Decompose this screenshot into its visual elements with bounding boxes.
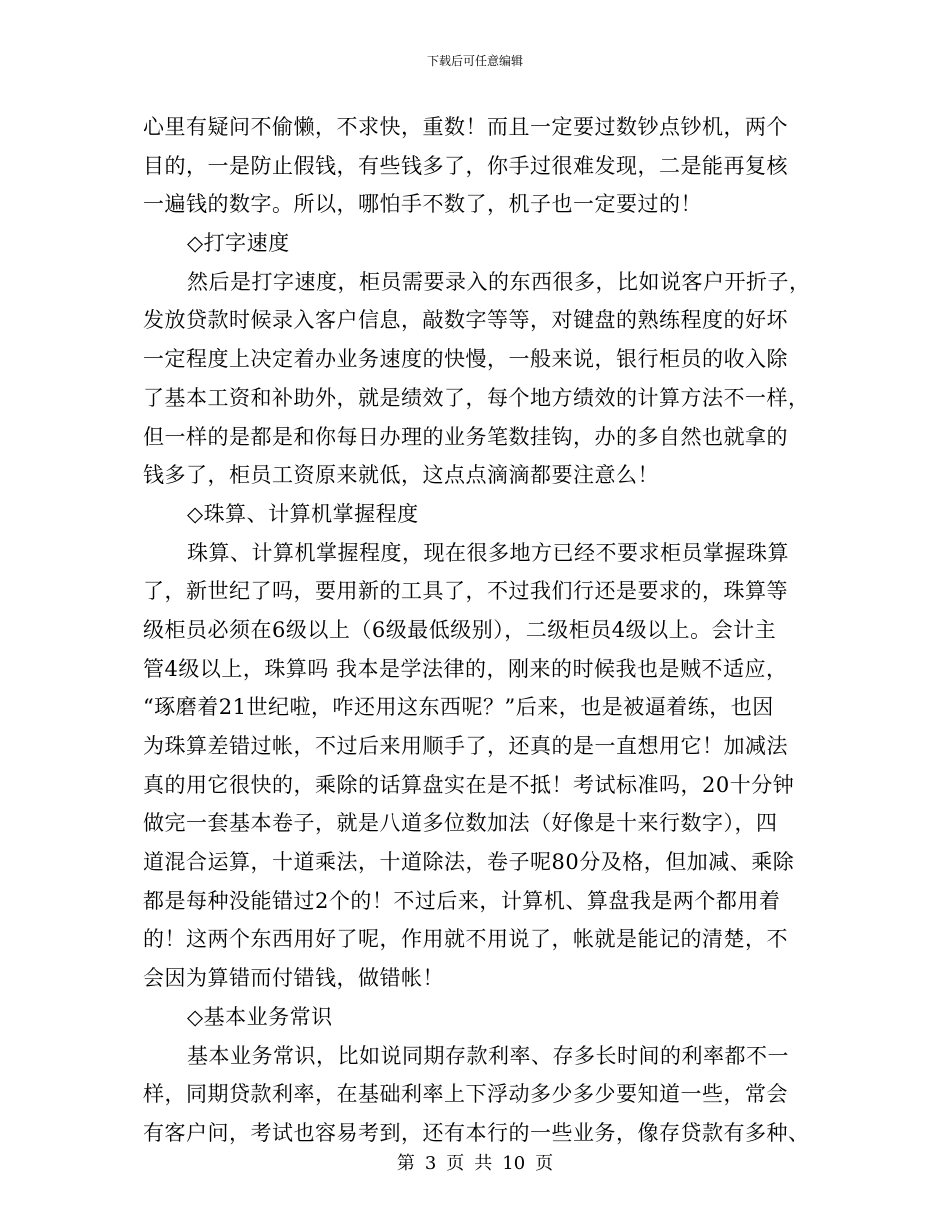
footer-ye-2: 页 (535, 1153, 554, 1174)
text-line: 钱多了，柜员工资原来就低，这点点滴滴都要注意么！ (143, 463, 659, 488)
text-line: 有客户问，考试也容易考到，还有本行的一些业务，像存贷款有多种、 (143, 1120, 810, 1145)
section-heading: ◇珠算、计算机掌握程度 (187, 501, 419, 526)
text-line: 的！这两个东西用好了呢，作用就不用说了，帐就是能记的清楚，不 (143, 927, 788, 952)
text-line: 级柜员必须在6级以上（6级最低级别），二级柜员4级以上。会计主 (143, 617, 777, 642)
text-line: 心里有疑问不偷懒，不求快，重数！而且一定要过数钞点钞机，两个 (143, 115, 788, 139)
text-line: 一遍钱的数字。所以，哪怕手不数了，机子也一定要过的！ (143, 192, 702, 217)
text-line: 样，同期贷款利率，在基础利率上下浮动多少多少要知道一些，常会 (143, 1082, 788, 1107)
text-line: 了基本工资和补助外，就是绩效了，每个地方绩效的计算方法不一样， (143, 385, 810, 410)
page-header: 下载后可任意编辑 (426, 54, 523, 68)
text-line: 管4级以上，珠算吗 我本是学法律的，刚来的时候我也是贼不适应， (143, 656, 788, 681)
text-line: 真的用它很快的，乘除的话算盘实在是不抵！考试标准吗，20十分钟 (143, 772, 795, 797)
text-line: 但一样的是都是和你每日办理的业务笔数挂钩，办的多自然也就拿的 (143, 424, 788, 449)
page-footer (0, 1152, 950, 1176)
total-pages: 10 (502, 1153, 526, 1174)
text-line: 发放贷款时候录入客户信息，敲数字等等，对键盘的熟练程度的好坏 (143, 308, 788, 333)
text-line: 一定程度上决定着办业务速度的快慢，一般来说，银行柜员的收入除 (143, 347, 788, 372)
document-body (143, 108, 811, 1153)
section-heading: ◇打字速度 (187, 231, 290, 256)
text-line: 会因为算错而付错钱，做错帐！ (143, 966, 444, 991)
text-line: 为珠算差错过帐，不过后来用顺手了，还真的是一直想用它！加减法 (143, 734, 788, 758)
text-line: 了，新世纪了吗，要用新的工具了，不过我们行还是要求的，珠算等 (143, 579, 788, 604)
text-line: 然后是打字速度，柜员需要录入的东西很多，比如说客户开折子， (187, 269, 811, 294)
text-line: 道混合运算，十道乘法，十道除法，卷子呢80分及格，但加减、乘除 (143, 850, 795, 875)
page-number: 3 (424, 1153, 437, 1174)
text-line: “琢磨着21世纪啦，咋还用这东西呢？”后来，也是被逼着练，也因 (143, 695, 774, 720)
text-line: 都是每种没能错过2个的！不过后来，计算机、算盘我是两个都用着 (143, 888, 781, 913)
text-line: 目的，一是防止假钱，有些钱多了，你手过很难发现，二是能再复核 (143, 153, 788, 178)
footer-gong: 共 (474, 1153, 493, 1174)
footer-di: 第 (396, 1153, 415, 1174)
text-line: 基本业务常识，比如说同期存款利率、存多长时间的利率都不一 (187, 1043, 789, 1068)
text-line: 珠算、计算机掌握程度，现在很多地方已经不要求柜员掌握珠算 (187, 540, 789, 565)
section-heading: ◇基本业务常识 (187, 1004, 333, 1029)
text-line: 做完一套基本卷子，就是八道多位数加法（好像是十来行数字），四 (143, 811, 778, 836)
footer-ye: 页 (446, 1153, 465, 1174)
